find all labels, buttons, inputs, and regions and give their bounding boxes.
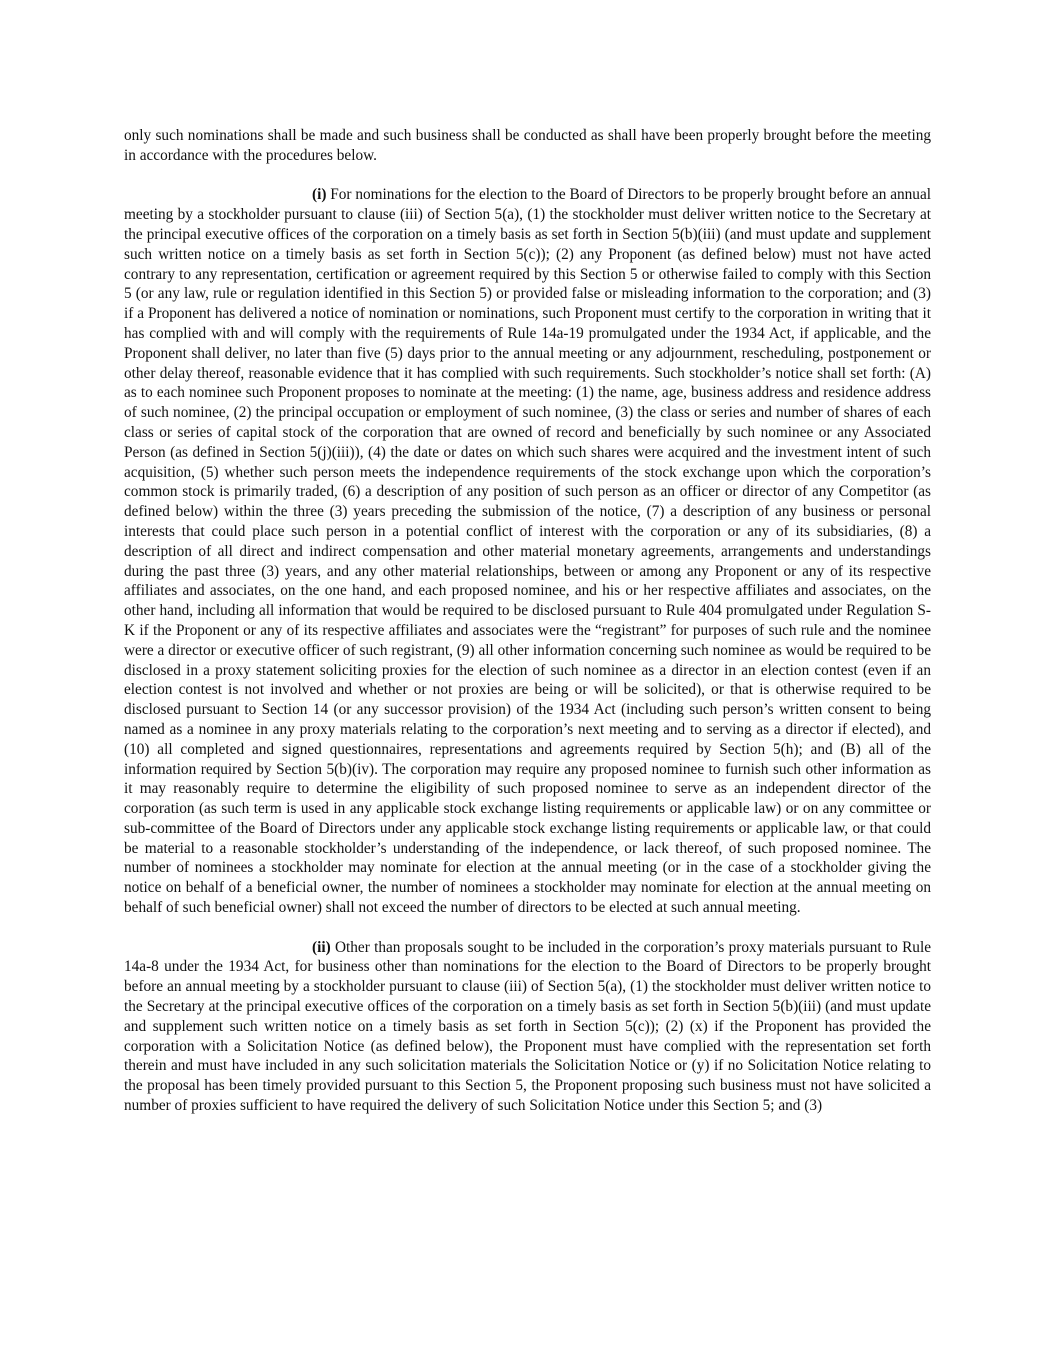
intro-paragraph: only such nominations shall be made and such business shall be conducted as shall have been properly brought before the meeting in accordance with the procedures below. <box>124 127 931 164</box>
paragraph-i <box>124 185 931 917</box>
paragraph-i-text: For nominations for the election to the Board of Directors to be properly brought before an annual meeting by a stockholder pursuant to clause (iii) of Section 5(a), (1) the stockholder must deliver written notice to the Secretary at the principal executive offices of the corporation on a timely basis as set forth in Section 5(b)(iii) (and must update and supplement such written notice on a timely basis as set forth in Section 5(c)); (2) any Proponent (as defined below) must not have acted contrary to any representation, certification or agreement required by this Section 5 or otherwise failed to comply with this Section 5 (or any law, rule or regulation identified in this Section 5) or provided false or misleading information to the corporation; and (3) if a Proponent has delivered a notice of nomination or nominations, such Proponent must certify to the corporation in writing that it has complied with and will comply with the requirements of Rule 14a-19 promulgated under the 1934 Act, if applicable, and the Proponent shall deliver, no later than five (5) days prior to the annual meeting or any adjournment, rescheduling, postponement or other delay thereof, reasonable evidence that it has complied with such requirements. Such stockholder’s notice shall set forth: (A) as to each nominee such Proponent proposes to nominate at the meeting: (1) the name, age, business address and residence address of such nominee, (2) the principal occupation or employment of such nominee, (3) the class or series and number of shares of each class or series of capital stock of the corporation that are owned of record and beneficially by such nominee or any Associated Person (as defined in Section 5(j)(iii)), (4) the date or dates on which such shares were acquired and the investment intent of such acquisition, (5) whether such person meets the independence requirements of the stock exchange upon which the corporation’s common stock is primarily traded, (6) a description of any position of such person as an officer or director of any Competitor (as defined below) within the three (3) years preceding the submission of the notice, (7) a description of any business or personal interests that could place such person in a potential conflict of interest with the corporation or any of its subsidiaries, (8) a description of all direct and indirect compensation and other material monetary agreements, arrangements and understandings during the past three (3) years, and any other material relationships, between or among any Proponent or any of its respective affiliates and associates, on the one hand, and each proposed nominee, and his or her respective affiliates and associates, on the other hand, including all information that would be required to be disclosed pursuant to Rule 404 promulgated under Regulation S-K if the Proponent or any of its respective affiliates and associates were the “registrant” for purposes of such rule and the nominee were a director or executive officer of such registrant, (9) all other information concerning such nominee as would be required to be disclosed in a proxy statement soliciting proxies for the election of such nominee as a director in an election contest (even if an election contest is not involved and whether or not proxies are being or will be solicited), or that is otherwise required to be disclosed pursuant to Section 14 (or any successor provision) of the 1934 Act (including such person’s written consent to being named as a nominee in any proxy materials relating to the corporation’s next meeting and to serving as a director if elected), and (10) all completed and signed questionnaires, representations and agreements required by Section 5(h); and (B) all of the information required by Section 5(b)(iv). The corporation may require any proposed nominee to furnish such other information as it may reasonably require to determine the eligibility of such proposed nominee to serve as an independent director of the corporation (as such term is used in any applicable stock exchange listing requirements or applicable law) or on any committee or sub-committee of the Board of Directors under any applicable stock exchange listing requirements or applicable law, or that could be material to a reasonable stockholder’s understanding of the independence, or lack thereof, of such proposed nominee. The number of nominees a stockholder may nominate for election at the annual meeting (or in the case of a stockholder giving the notice on behalf of a beneficial owner, the number of nominees a stockholder may nominate for election at the annual meeting on behalf of such beneficial owner) shall not exceed the number of directors to be elected at such annual meeting. <box>124 186 931 917</box>
paragraph-i-label: (i) <box>312 186 327 204</box>
document-page <box>124 126 931 1136</box>
paragraph-ii-label: (ii) <box>312 938 331 956</box>
paragraph-ii <box>124 938 931 1116</box>
paragraph-ii-text: Other than proposals sought to be included in the corporation’s proxy materials pursuant to Rule 14a-8 under the 1934 Act, for business other than nominations for the election to the Board of Directors to be properly brought before an annual meeting by a stockholder pursuant to clause (iii) of Section 5(a), (1) the stockholder must deliver written notice to the Secretary at the principal executive offices of the corporation on a timely basis as set forth in Section 5(b)(iii) (and must update and supplement such written notice on a timely basis as set forth in Section 5(c)); (2) (x) if the Proponent has provided the corporation with a Solicitation Notice (as defined below), the Proponent must have complied with the representation set forth therein and must have included in any such solicitation materials the Solicitation Notice or (y) if no Solicitation Notice relating to the proposal has been timely provided pursuant to this Section 5, the Proponent proposing such business must not have solicited a number of proxies sufficient to have required the delivery of such Solicitation Notice under this Section 5; and (3) <box>124 938 931 1115</box>
